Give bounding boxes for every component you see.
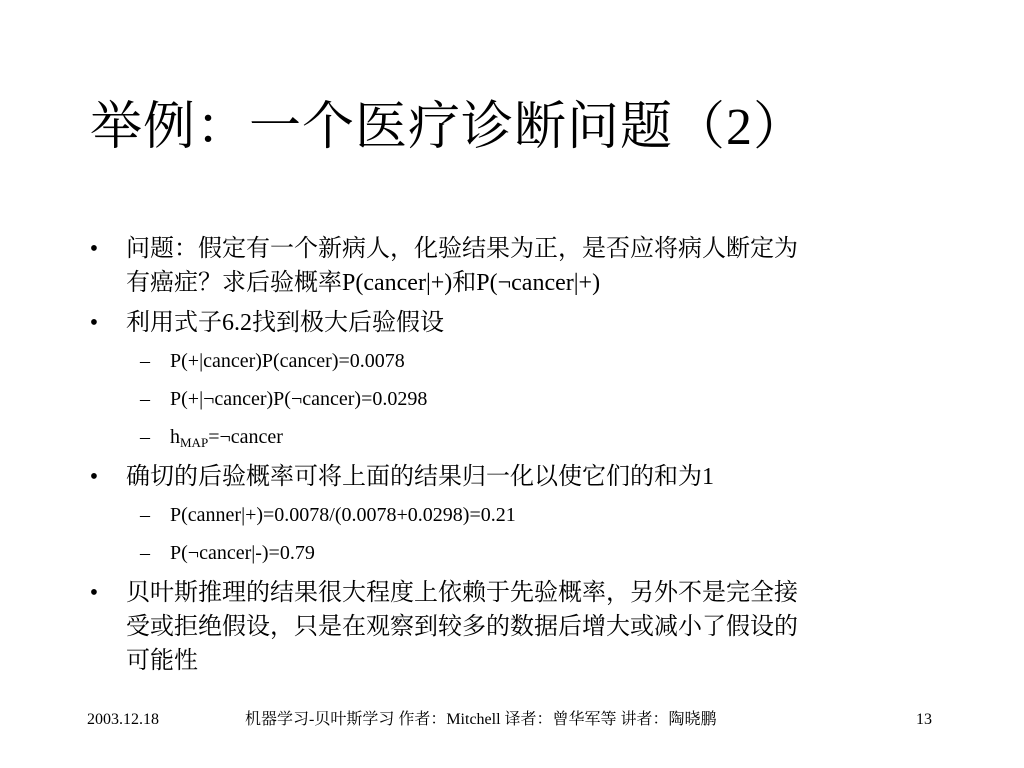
- dash-marker: –: [140, 542, 150, 564]
- bullet-map-hypothesis: [84, 306, 934, 340]
- bullet-text-line: 确切的后验概率可将上面的结果归一化以使它们的和为1: [126, 464, 714, 490]
- bullet-text-line: 受或拒绝假设，只是在观察到较多的数据后增大或减小了假设的: [126, 614, 798, 640]
- bullet-bayesian-inference: [84, 576, 934, 678]
- page-number: 13: [916, 711, 932, 728]
- slide-title: 举例：一个医疗诊断问题（2）: [90, 99, 807, 156]
- hmap-subscript: MAP: [180, 435, 209, 450]
- bullet-question: [84, 232, 934, 300]
- dash-marker: –: [140, 350, 150, 372]
- hmap-symbol: h: [170, 426, 180, 448]
- bullet-text-line: 有癌症？求后验概率P(cancer|+)和P(¬cancer|+): [126, 270, 601, 296]
- sub-item: [84, 384, 934, 414]
- bullet-text-line: 问题：假定有一个新病人，化验结果为正，是否应将病人断定为: [126, 236, 798, 262]
- sub-item-text: P(¬cancer|-)=0.79: [170, 542, 315, 564]
- bullet-marker: •: [89, 580, 99, 606]
- footer-date: 2003.12.18: [87, 711, 159, 728]
- footer-course-info: 机器学习-贝叶斯学习 作者：Mitchell 译者：曾华军等 讲者：陶晓鹏: [245, 711, 717, 728]
- sub-item-text: P(canner|+)=0.0078/(0.0078+0.0298)=0.21: [170, 504, 516, 526]
- bullet-marker: •: [89, 310, 99, 336]
- sub-item: [84, 346, 934, 376]
- bullet-text-line: 利用式子6.2找到极大后验假设: [126, 310, 444, 336]
- dash-marker: –: [140, 388, 150, 410]
- sub-item: [84, 422, 934, 452]
- slide-content: [84, 232, 934, 684]
- sub-item-text: =¬cancer: [208, 426, 283, 448]
- sub-item: [84, 500, 934, 530]
- sub-item-text: P(+|cancer)P(cancer)=0.0078: [170, 350, 405, 372]
- bullet-marker: •: [89, 236, 99, 262]
- bullet-marker: •: [89, 464, 99, 490]
- sub-item-text: P(+|¬cancer)P(¬cancer)=0.0298: [170, 388, 428, 410]
- bullet-text-line: 贝叶斯推理的结果很大程度上依赖于先验概率，另外不是完全接: [126, 580, 798, 606]
- dash-marker: –: [140, 426, 150, 448]
- dash-marker: –: [140, 504, 150, 526]
- sub-item: [84, 538, 934, 568]
- bullet-text-line: 可能性: [126, 648, 198, 674]
- bullet-normalize: [84, 460, 934, 494]
